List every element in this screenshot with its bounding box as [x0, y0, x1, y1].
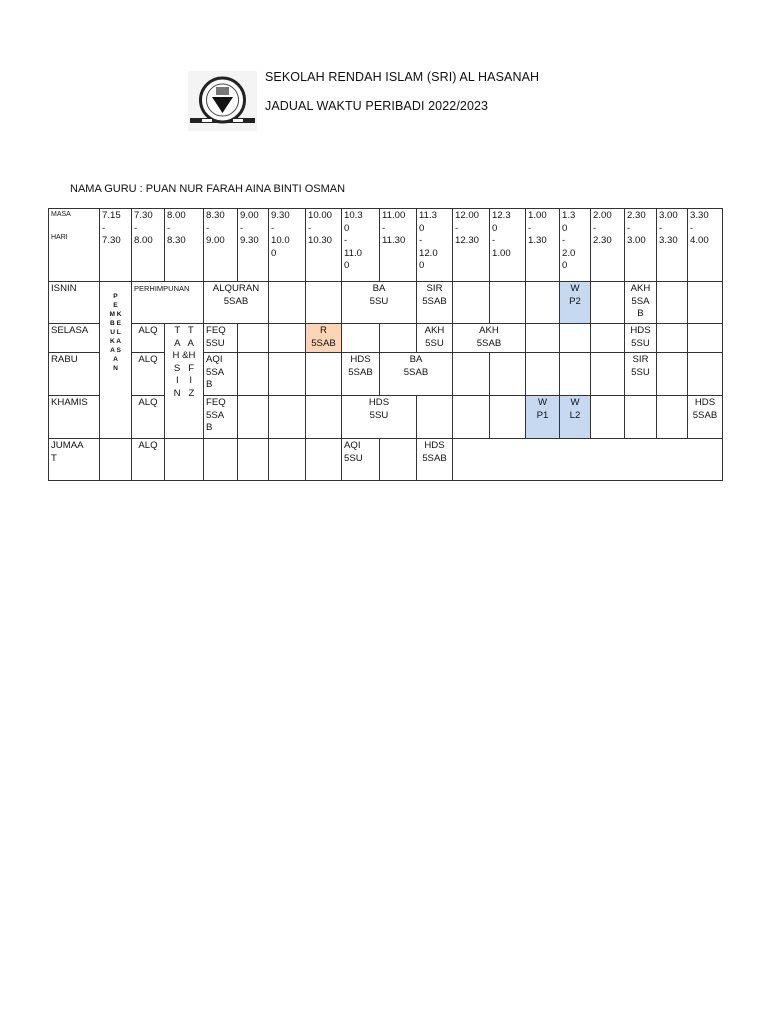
time-slot: 2.00 - 2.30 [591, 209, 625, 282]
time-slot: 7.30 - 8.00 [132, 209, 165, 282]
hari-label: HARI [51, 234, 68, 241]
time-slot: 11.3 0 - 12.0 0 [417, 209, 453, 282]
lesson-cell: SIR 5SU [625, 353, 657, 396]
empty-cell [269, 324, 306, 353]
row-selasa [49, 324, 723, 353]
empty-cell [269, 282, 306, 324]
empty-cell [238, 324, 269, 353]
empty-cell [688, 282, 723, 324]
lesson-cell: W P1 [526, 396, 560, 439]
empty-cell [306, 282, 342, 324]
empty-cell [238, 353, 269, 396]
time-slot: 12.3 0 - 1.00 [490, 209, 526, 282]
row-rabu [49, 353, 723, 396]
day-label: ISNIN [49, 282, 100, 324]
lesson-cell: HDS 5SAB [342, 353, 380, 396]
perhimpunan-cell: PERHIMPUNAN [132, 282, 204, 324]
empty-cell [591, 353, 625, 396]
time-slot: 3.30 - 4.00 [688, 209, 723, 282]
empty-cell [453, 282, 490, 324]
lesson-cell: ALQ [132, 396, 165, 439]
empty-cell [100, 439, 132, 481]
time-slot: 10.00 - 10.30 [306, 209, 342, 282]
day-label: SELASA [49, 324, 100, 353]
empty-cell [591, 282, 625, 324]
time-slot: 3.00 - 3.30 [657, 209, 688, 282]
empty-cell [380, 439, 417, 481]
row-isnin [49, 282, 723, 324]
school-name: SEKOLAH RENDAH ISLAM (SRI) AL HASANAH [265, 70, 540, 84]
empty-cell [269, 353, 306, 396]
time-slot: 7.15 - 7.30 [100, 209, 132, 282]
empty-cell [591, 324, 625, 353]
lesson-cell: FEQ 5SA B [204, 396, 238, 439]
empty-cell [591, 396, 625, 439]
empty-cell [490, 282, 526, 324]
lesson-cell: BA 5SAB [380, 353, 453, 396]
time-slot: 12.00 - 12.30 [453, 209, 490, 282]
day-label: KHAMIS [49, 396, 100, 439]
document-title: JADUAL WAKTU PERIBADI 2022/2023 [265, 99, 489, 113]
lesson-cell: ALQ [132, 324, 165, 353]
lesson-cell: HDS 5SAB [688, 396, 723, 439]
empty-cell [453, 353, 490, 396]
time-slot: 8.30 - 9.00 [204, 209, 238, 282]
empty-cell [417, 396, 453, 439]
empty-cell [560, 324, 591, 353]
empty-cell [560, 353, 591, 396]
empty-merged-cell [453, 439, 723, 481]
empty-cell [526, 324, 560, 353]
lesson-cell: R 5SAB [306, 324, 342, 353]
school-crest-icon [188, 71, 257, 131]
corner-cell [49, 209, 100, 282]
time-slot: 1.00 - 1.30 [526, 209, 560, 282]
time-slot: 1.3 0 - 2.0 0 [560, 209, 591, 282]
empty-cell [688, 324, 723, 353]
empty-cell [657, 396, 688, 439]
lesson-cell: AQI 5SU [342, 439, 380, 481]
lesson-cell: SIR 5SAB [417, 282, 453, 324]
lesson-cell: HDS 5SAB [417, 439, 453, 481]
lesson-cell: AKH 5SAB [453, 324, 526, 353]
masa-label: MASA [51, 211, 71, 218]
lesson-cell: ALQURAN 5SAB [204, 282, 269, 324]
time-slot: 9.00 - 9.30 [238, 209, 269, 282]
lesson-cell: HDS 5SU [342, 396, 417, 439]
empty-cell [306, 396, 342, 439]
empty-cell [657, 282, 688, 324]
lesson-cell: AKH 5SA B [625, 282, 657, 324]
lesson-cell: BA 5SU [342, 282, 417, 324]
empty-cell [306, 439, 342, 481]
day-label: RABU [49, 353, 100, 396]
empty-cell [204, 439, 238, 481]
empty-cell [490, 353, 526, 396]
header-row [49, 209, 723, 282]
empty-cell [657, 324, 688, 353]
day-label: JUMAA T [49, 439, 100, 481]
empty-cell [657, 353, 688, 396]
lesson-cell: AQI 5SA B [204, 353, 238, 396]
empty-cell [625, 396, 657, 439]
lesson-cell: ALQ [132, 353, 165, 396]
lesson-cell: ALQ [132, 439, 165, 481]
timetable [48, 208, 723, 481]
lesson-cell: HDS 5SU [625, 324, 657, 353]
time-slot: 10.3 0 - 11.0 0 [342, 209, 380, 282]
lesson-cell: AKH 5SU [417, 324, 453, 353]
empty-cell [165, 439, 204, 481]
empty-cell [526, 282, 560, 324]
lesson-cell: FEQ 5SU [204, 324, 238, 353]
empty-cell [380, 324, 417, 353]
time-slot: 11.00 - 11.30 [380, 209, 417, 282]
time-slot: 8.00 - 8.30 [165, 209, 204, 282]
row-jumaat [49, 439, 723, 481]
empty-cell [306, 353, 342, 396]
empty-cell [269, 439, 306, 481]
time-slot: 2.30 - 3.00 [625, 209, 657, 282]
pembukaan-kelas-cell: P E M K B E U L K A A S A N [100, 282, 132, 439]
empty-cell [269, 396, 306, 439]
empty-cell [490, 396, 526, 439]
row-khamis [49, 396, 723, 439]
time-slot: 9.30 - 10.0 0 [269, 209, 306, 282]
empty-cell [238, 396, 269, 439]
empty-cell [238, 439, 269, 481]
tahfiz-cell: T T A A H &H S F I I N Z [165, 324, 204, 439]
empty-cell [453, 396, 490, 439]
lesson-cell: W P2 [560, 282, 591, 324]
empty-cell [688, 353, 723, 396]
teacher-name: NAMA GURU : PUAN NUR FARAH AINA BINTI OSMAN [70, 183, 346, 195]
lesson-cell: W L2 [560, 396, 591, 439]
empty-cell [526, 353, 560, 396]
empty-cell [342, 324, 380, 353]
